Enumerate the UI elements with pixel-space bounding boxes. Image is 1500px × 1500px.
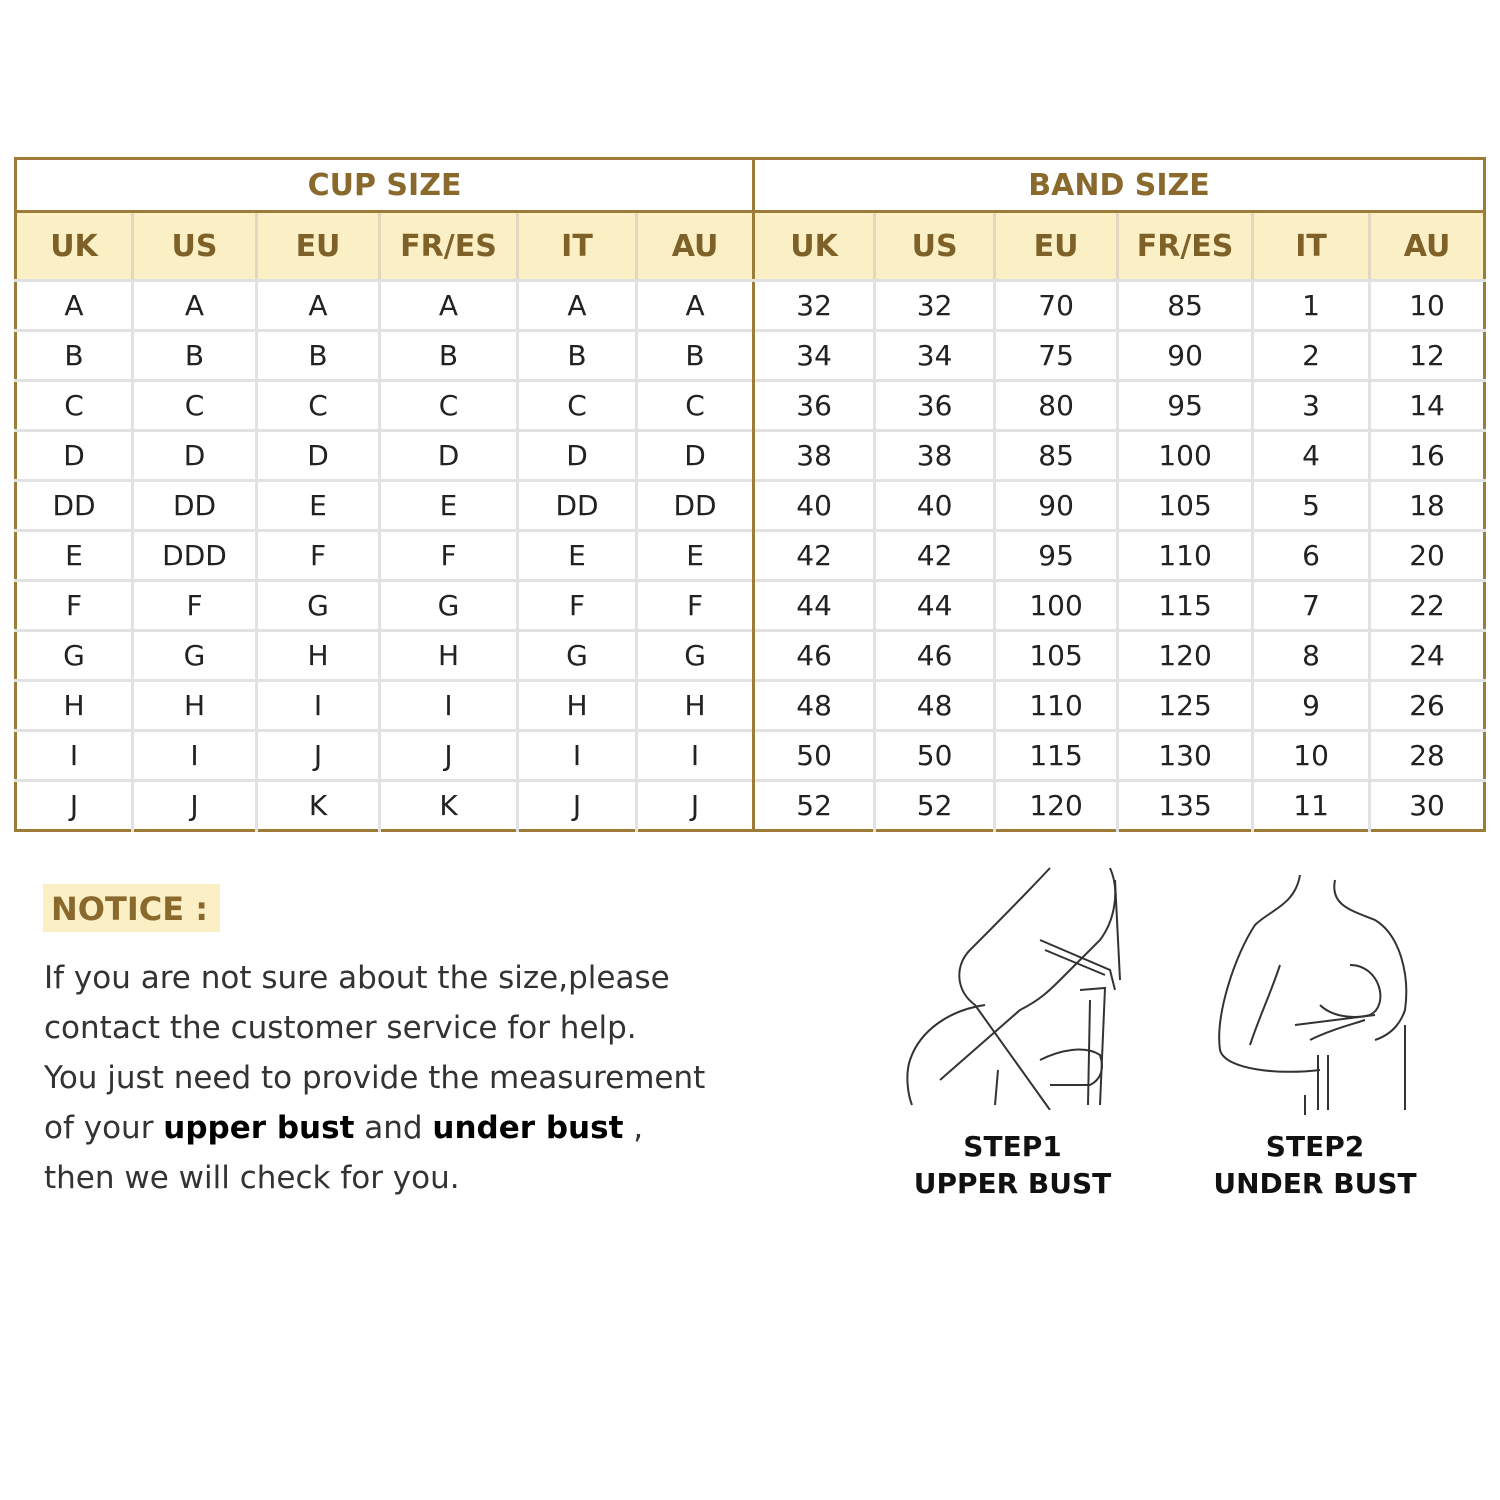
band-header-fr-es: FR/ES <box>1118 212 1253 281</box>
cup-size-cell: F <box>16 581 133 631</box>
cup-size-cell: G <box>133 631 257 681</box>
notice-line: then we will check for you. <box>44 1160 460 1196</box>
cup-size-cell: C <box>257 381 380 431</box>
cup-size-cell: K <box>257 781 380 831</box>
cup-size-cell: J <box>518 781 637 831</box>
cup-size-cell: K <box>380 781 518 831</box>
band-size-cell: 44 <box>754 581 875 631</box>
band-size-cell: 48 <box>875 681 995 731</box>
cup-size-cell: I <box>133 731 257 781</box>
step-number: STEP2 <box>1265 1130 1365 1163</box>
cup-size-cell: I <box>518 731 637 781</box>
band-size-cell: 50 <box>754 731 875 781</box>
band-size-cell: 110 <box>1118 531 1253 581</box>
table-row <box>16 331 1485 381</box>
band-size-cell: 42 <box>875 531 995 581</box>
cup-size-cell: G <box>380 581 518 631</box>
band-size-cell: 28 <box>1370 731 1485 781</box>
table-row <box>16 731 1485 781</box>
cup-size-cell: B <box>637 331 754 381</box>
cup-size-cell: A <box>637 281 754 331</box>
band-size-cell: 12 <box>1370 331 1485 381</box>
band-size-cell: 42 <box>754 531 875 581</box>
cup-size-cell: H <box>133 681 257 731</box>
cup-size-cell: D <box>380 431 518 481</box>
cup-size-cell: B <box>16 331 133 381</box>
table-row <box>16 281 1485 331</box>
band-size-cell: 8 <box>1253 631 1370 681</box>
cup-size-cell: DD <box>518 481 637 531</box>
table-row <box>16 781 1485 831</box>
band-size-cell: 70 <box>995 281 1118 331</box>
band-size-cell: 38 <box>875 431 995 481</box>
table-row <box>16 581 1485 631</box>
cup-size-cell: E <box>257 481 380 531</box>
cup-size-cell: DD <box>16 481 133 531</box>
under-bust-illustration <box>1200 865 1430 1115</box>
band-header-us: US <box>875 212 995 281</box>
band-size-cell: 48 <box>754 681 875 731</box>
band-size-cell: 7 <box>1253 581 1370 631</box>
band-size-cell: 95 <box>995 531 1118 581</box>
cup-size-cell: H <box>16 681 133 731</box>
table-row <box>16 631 1485 681</box>
cup-size-cell: F <box>257 531 380 581</box>
cup-size-cell: C <box>133 381 257 431</box>
cup-header-us: US <box>133 212 257 281</box>
band-size-cell: 10 <box>1253 731 1370 781</box>
band-size-cell: 16 <box>1370 431 1485 481</box>
step-label: UNDER BUST <box>1213 1167 1417 1200</box>
cup-size-cell: D <box>637 431 754 481</box>
cup-header-au: AU <box>637 212 754 281</box>
table-row <box>16 431 1485 481</box>
band-size-cell: 90 <box>1118 331 1253 381</box>
cup-size-cell: A <box>518 281 637 331</box>
cup-size-cell: F <box>518 581 637 631</box>
cup-size-title: CUP SIZE <box>16 159 754 212</box>
band-size-cell: 32 <box>754 281 875 331</box>
band-size-cell: 105 <box>1118 481 1253 531</box>
step-label: UPPER BUST <box>913 1167 1112 1200</box>
cup-size-cell: I <box>637 731 754 781</box>
cup-size-cell: B <box>133 331 257 381</box>
band-size-cell: 24 <box>1370 631 1485 681</box>
cup-size-cell: DD <box>133 481 257 531</box>
band-header-uk: UK <box>754 212 875 281</box>
band-size-cell: 80 <box>995 381 1118 431</box>
cup-size-cell: H <box>380 631 518 681</box>
band-header-eu: EU <box>995 212 1118 281</box>
notice-line: You just need to provide the measurement <box>44 1060 706 1096</box>
cup-size-cell: I <box>257 681 380 731</box>
cup-size-cell: A <box>133 281 257 331</box>
notice-label: NOTICE : <box>43 884 220 932</box>
bra-size-chart <box>14 157 1486 832</box>
cup-size-cell: H <box>257 631 380 681</box>
cup-size-cell: F <box>637 581 754 631</box>
band-size-cell: 40 <box>754 481 875 531</box>
cup-size-cell: DDD <box>133 531 257 581</box>
band-size-cell: 100 <box>1118 431 1253 481</box>
text: of your <box>44 1110 164 1146</box>
cup-header-fr-es: FR/ES <box>380 212 518 281</box>
cup-size-cell: I <box>16 731 133 781</box>
cup-size-cell: D <box>16 431 133 481</box>
band-size-cell: 11 <box>1253 781 1370 831</box>
band-size-cell: 14 <box>1370 381 1485 431</box>
band-size-cell: 125 <box>1118 681 1253 731</box>
band-size-cell: 75 <box>995 331 1118 381</box>
size-rows <box>16 281 1485 831</box>
cup-size-cell: A <box>257 281 380 331</box>
cup-size-cell: G <box>257 581 380 631</box>
cup-size-cell: G <box>518 631 637 681</box>
band-size-cell: 34 <box>875 331 995 381</box>
cup-size-cell: B <box>518 331 637 381</box>
band-size-cell: 36 <box>875 381 995 431</box>
cup-size-cell: C <box>380 381 518 431</box>
cup-size-cell: C <box>16 381 133 431</box>
notice-text <box>44 953 804 1203</box>
band-size-title: BAND SIZE <box>754 159 1485 212</box>
step-number: STEP1 <box>963 1130 1062 1163</box>
cup-size-cell: J <box>637 781 754 831</box>
cup-header-eu: EU <box>257 212 380 281</box>
column-header-row <box>16 212 1485 281</box>
cup-size-cell: C <box>518 381 637 431</box>
band-size-cell: 1 <box>1253 281 1370 331</box>
band-size-cell: 50 <box>875 731 995 781</box>
cup-size-cell: D <box>133 431 257 481</box>
band-size-cell: 5 <box>1253 481 1370 531</box>
band-size-cell: 38 <box>754 431 875 481</box>
table-row <box>16 481 1485 531</box>
cup-size-cell: I <box>380 681 518 731</box>
band-size-cell: 22 <box>1370 581 1485 631</box>
cup-size-cell: A <box>16 281 133 331</box>
band-size-cell: 135 <box>1118 781 1253 831</box>
band-header-au: AU <box>1370 212 1485 281</box>
cup-size-cell: C <box>637 381 754 431</box>
band-size-cell: 130 <box>1118 731 1253 781</box>
band-size-cell: 4 <box>1253 431 1370 481</box>
cup-size-cell: H <box>518 681 637 731</box>
band-size-cell: 105 <box>995 631 1118 681</box>
upper-bust-illustration <box>900 860 1130 1110</box>
notice-line <box>44 1103 804 1153</box>
band-header-it: IT <box>1253 212 1370 281</box>
band-size-cell: 52 <box>754 781 875 831</box>
band-size-cell: 6 <box>1253 531 1370 581</box>
text: and <box>354 1110 433 1146</box>
band-size-cell: 34 <box>754 331 875 381</box>
band-size-cell: 2 <box>1253 331 1370 381</box>
cup-size-cell: F <box>133 581 257 631</box>
band-size-cell: 120 <box>1118 631 1253 681</box>
under-bust-emphasis: under bust <box>432 1110 624 1146</box>
band-size-cell: 26 <box>1370 681 1485 731</box>
cup-size-cell: H <box>637 681 754 731</box>
table-row <box>16 531 1485 581</box>
cup-header-it: IT <box>518 212 637 281</box>
upper-bust-emphasis: upper bust <box>163 1110 355 1146</box>
band-size-cell: 40 <box>875 481 995 531</box>
band-size-cell: 46 <box>754 631 875 681</box>
band-size-cell: 20 <box>1370 531 1485 581</box>
cup-size-cell: E <box>16 531 133 581</box>
band-size-cell: 44 <box>875 581 995 631</box>
cup-size-cell: D <box>518 431 637 481</box>
band-size-cell: 100 <box>995 581 1118 631</box>
cup-size-cell: B <box>257 331 380 381</box>
table-row <box>16 681 1485 731</box>
band-size-cell: 10 <box>1370 281 1485 331</box>
cup-size-cell: B <box>380 331 518 381</box>
notice-line: If you are not sure about the size,please <box>44 960 670 996</box>
band-size-cell: 115 <box>995 731 1118 781</box>
band-size-cell: 36 <box>754 381 875 431</box>
band-size-cell: 115 <box>1118 581 1253 631</box>
cup-size-cell: D <box>257 431 380 481</box>
band-size-cell: 46 <box>875 631 995 681</box>
cup-size-cell: G <box>637 631 754 681</box>
cup-size-cell: J <box>257 731 380 781</box>
cup-size-cell: E <box>380 481 518 531</box>
band-size-cell: 3 <box>1253 381 1370 431</box>
band-size-cell: 52 <box>875 781 995 831</box>
cup-size-cell: G <box>16 631 133 681</box>
band-size-cell: 85 <box>995 431 1118 481</box>
band-size-cell: 85 <box>1118 281 1253 331</box>
band-size-cell: 32 <box>875 281 995 331</box>
cup-size-cell: E <box>518 531 637 581</box>
table-row <box>16 381 1485 431</box>
step1-caption <box>905 1128 1120 1202</box>
band-size-cell: 90 <box>995 481 1118 531</box>
cup-size-cell: J <box>380 731 518 781</box>
cup-size-cell: F <box>380 531 518 581</box>
band-size-cell: 120 <box>995 781 1118 831</box>
band-size-cell: 110 <box>995 681 1118 731</box>
notice-line: contact the customer service for help. <box>44 1010 637 1046</box>
text: , <box>623 1110 644 1146</box>
cup-size-cell: DD <box>637 481 754 531</box>
cup-header-uk: UK <box>16 212 133 281</box>
band-size-cell: 18 <box>1370 481 1485 531</box>
band-size-cell: 95 <box>1118 381 1253 431</box>
cup-size-cell: J <box>16 781 133 831</box>
cup-size-cell: J <box>133 781 257 831</box>
band-size-cell: 9 <box>1253 681 1370 731</box>
step2-caption <box>1205 1128 1425 1202</box>
band-size-cell: 30 <box>1370 781 1485 831</box>
cup-size-cell: A <box>380 281 518 331</box>
cup-size-cell: E <box>637 531 754 581</box>
